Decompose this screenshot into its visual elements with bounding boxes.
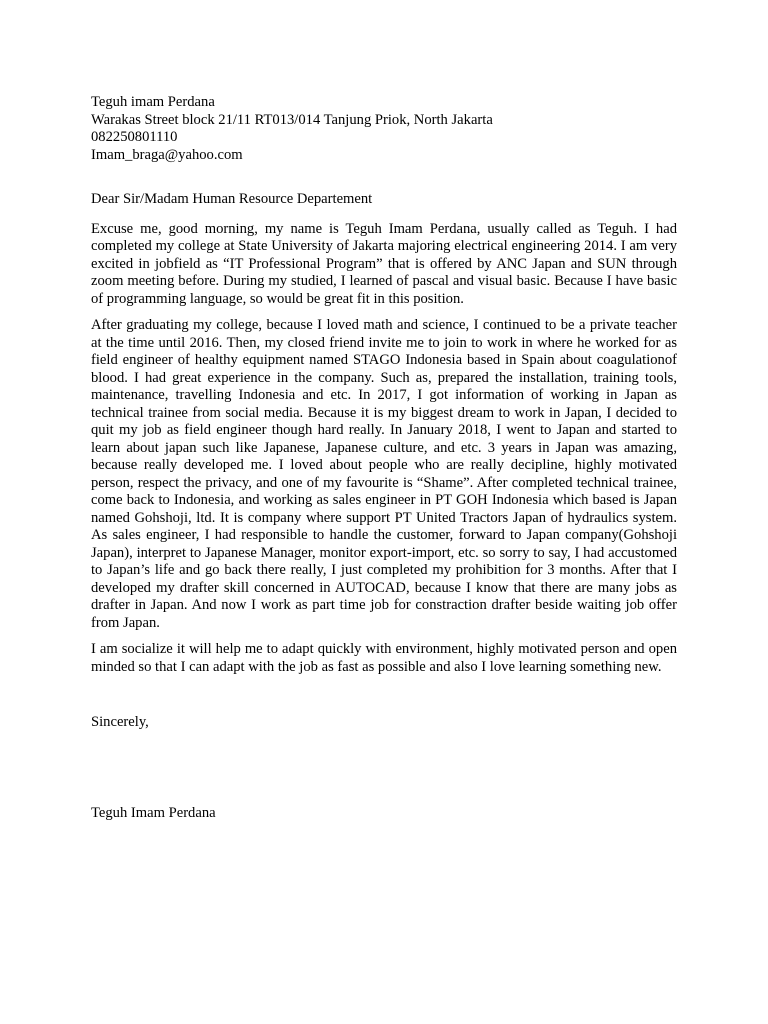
greeting: Dear Sir/Madam Human Resource Departement	[91, 191, 373, 207]
body-paragraph-2: After graduating my college, because I loved math and science, I continued to be a private teacher at the time until 2016. Then, my closed friend invite me to join to work in where he worked for as field engineer of healthy equipment named STAGO Indonesia based in Spain about coagulationof blood. I had great experience in the company. Such as, prepared the installation, training tools, maintenance, travelling Indonesia and etc. In 2017, I got information of working in Japan as technical trainee from social media. Because it is my biggest dream to work in Japan, I decided to quit my job as field engineer though hard really. In January 2018, I went to Japan and started to learn about japan such like Japanese, Japanese culture, and etc. 3 years in Japan was amazing, because really developed me. I loved about people who are really decipline, highly motivated person, respect the privacy, and one of my favourite is “Shame”. After completed technical trainee, come back to Indonesia, and working as sales engineer in PT GOH Indonesia which based is Japan named Gohshoji, ltd. It is company where support PT United Tractors Japan of hydraulics system. As sales engineer, I had responsible to handle the customer, forward to Japan company(Gohshoji Japan), interpret to Japanese Manager, monitor export-import, etc. so sorry to say, I had accustomed to Japan’s life and go back there really, I just completed my prohibition for 3 months. After that I developed my drafter skill concerned in AUTOCAD, because I know that there are many jobs as drafter in Japan. And now I work as part time job for constraction drafter beside waiting job offer from Japan.	[91, 317, 677, 631]
sender-block	[91, 94, 677, 164]
signature-name: Teguh Imam Perdana	[91, 804, 216, 821]
sender-email: Imam_braga@yahoo.com	[91, 146, 243, 163]
cover-letter	[91, 94, 677, 822]
sender-phone: 082250801110	[91, 129, 178, 145]
sender-name: Teguh imam Perdana	[91, 94, 215, 110]
body-paragraph-1: Excuse me, good morning, my name is Teguh Imam Perdana, usually called as Teguh. I had completed my college at State University of Jakarta majoring electrical engineering 2014. I am very excited in jobfield as “IT Professional Program” that is offered by ANC Japan and SUN through zoom meeting before. During my studied, I learned of pascal and visual basic. Because I have basic of programming language, so would be great fit in this position.	[91, 220, 677, 307]
closing: Sincerely,	[91, 714, 149, 730]
sender-address: Warakas Street block 21/11 RT013/014 Tanjung Priok, North Jakarta	[91, 111, 493, 128]
body-paragraph-3: I am socialize it will help me to adapt quickly with environment, highly motivated person and open minded so that I can adapt with the job as fast as possible and also I love learning something new.	[91, 641, 677, 675]
